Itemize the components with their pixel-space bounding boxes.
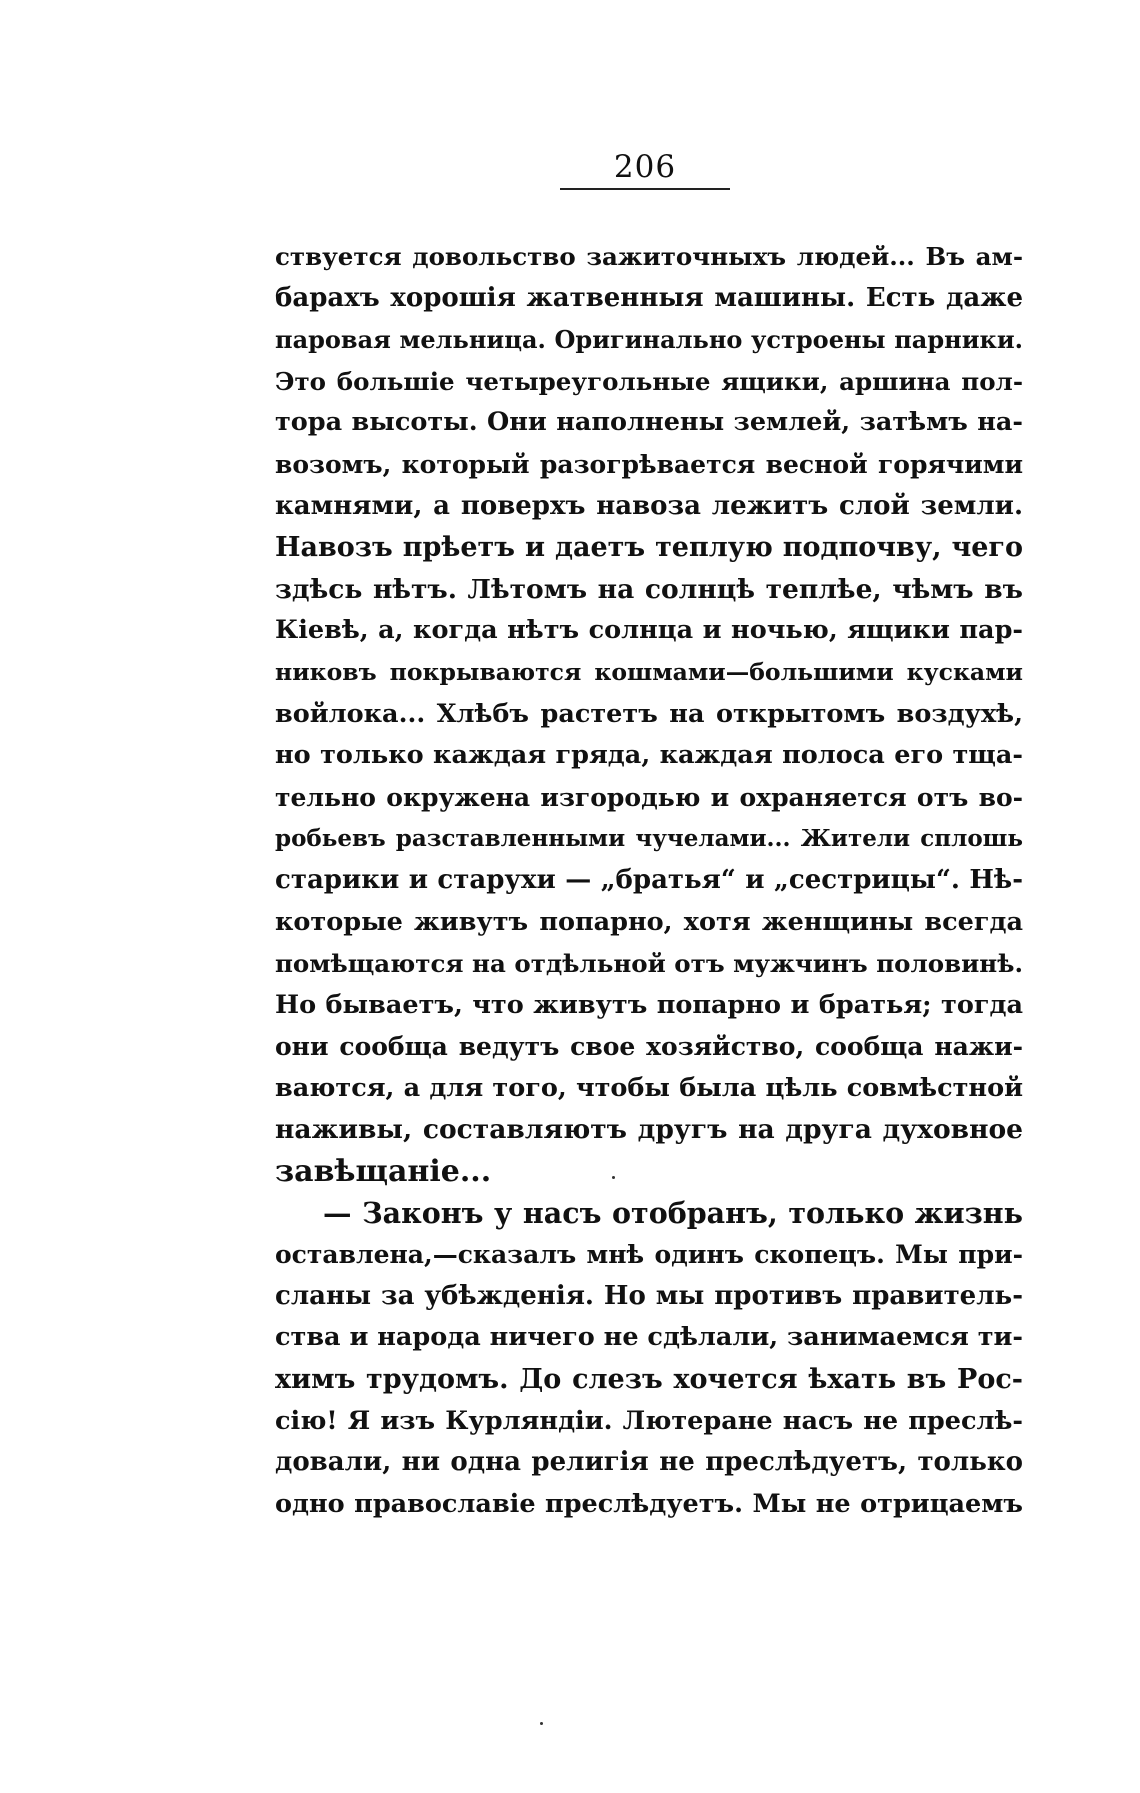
text-line: завѣщаніе... [275,1154,492,1190]
text-line: камнями, а поверхъ навоза лежитъ слой земли. [275,490,1023,521]
text-line: которые живутъ попарно, хотя женщины всегда [275,906,1023,937]
body-text [275,236,1023,1525]
text-line: наживы, составляютъ другъ на друга духовное [275,1114,1023,1146]
text-line: сланы за убѣжденія. Но мы противъ правитель- [275,1280,1023,1311]
text-line: тора высоты. Они наполнены землей, затѣмъ на- [275,407,1023,438]
text-line: но только каждая гряда, каждая полоса его тща- [275,740,1023,771]
text-line: тельно окружена изгородью и охраняется отъ во- [275,782,1023,812]
text-line: Навозъ прѣетъ и даетъ теплую подпочву, чего [275,532,1023,564]
text-line: здѣсь нѣтъ. Лѣтомъ на солнцѣ теплѣе, чѣмъ въ [275,573,1023,605]
text-line: довали, ни одна религія не преслѣдуетъ, только [275,1447,1023,1478]
text-line: возомъ, который разогрѣвается весной горячими [275,449,1023,479]
print-speck [540,1722,543,1725]
page-number-rule [560,188,730,190]
text-line-indented: — Законъ у насъ отобранъ, только жизнь [323,1195,1023,1230]
text-line: барахъ хорошія жатвенныя машины. Есть даже [275,282,1023,313]
text-line: ствуется довольство зажиточныхъ людей... Въ ам- [275,242,1023,271]
page-number: 206 [613,149,677,185]
text-line: Но бываетъ, что живутъ попарно и братья; тогда [275,989,1023,1020]
text-line: паровая мельница. Оригинально устроены парники. [275,325,1023,355]
text-line: старики и старухи — „братья“ и „сестрицы“. Нѣ- [275,864,1023,895]
text-line: они сообща ведутъ свое хозяйство, сообща нажи- [275,1032,1023,1062]
text-line: помѣщаются на отдѣльной отъ мужчинъ половинѣ. [275,949,1023,979]
text-line: химъ трудомъ. До слезъ хочется ѣхать въ Рос- [275,1364,1023,1396]
text-line: войлока... Хлѣбъ растетъ на открытомъ воздухѣ, [275,698,1023,729]
text-line: никовъ покрываются кошмами—большими кусками [275,657,1023,686]
text-line: одно православіе преслѣдуетъ. Мы не отрицаемъ [275,1488,1023,1519]
text-line: оставлена,—сказалъ мнѣ одинъ скопецъ. Мы при- [275,1240,1023,1270]
text-line: Это большіе четыреугольные ящики, аршина пол- [275,366,1023,396]
text-line: сію! Я изъ Курляндіи. Лютеране насъ не преслѣ- [275,1405,1023,1436]
text-line: ства и народа ничего не сдѣлали, занимаемся ти- [275,1322,1023,1353]
text-line: робьевъ разставленными чучелами... Жители сплошь [275,825,1023,853]
text-line: Кіевѣ, а, когда нѣтъ солнца и ночью, ящики пар- [275,615,1023,646]
print-speck [612,1176,615,1179]
text-line: ваются, а для того, чтобы была цѣль совмѣстной [275,1072,1023,1103]
